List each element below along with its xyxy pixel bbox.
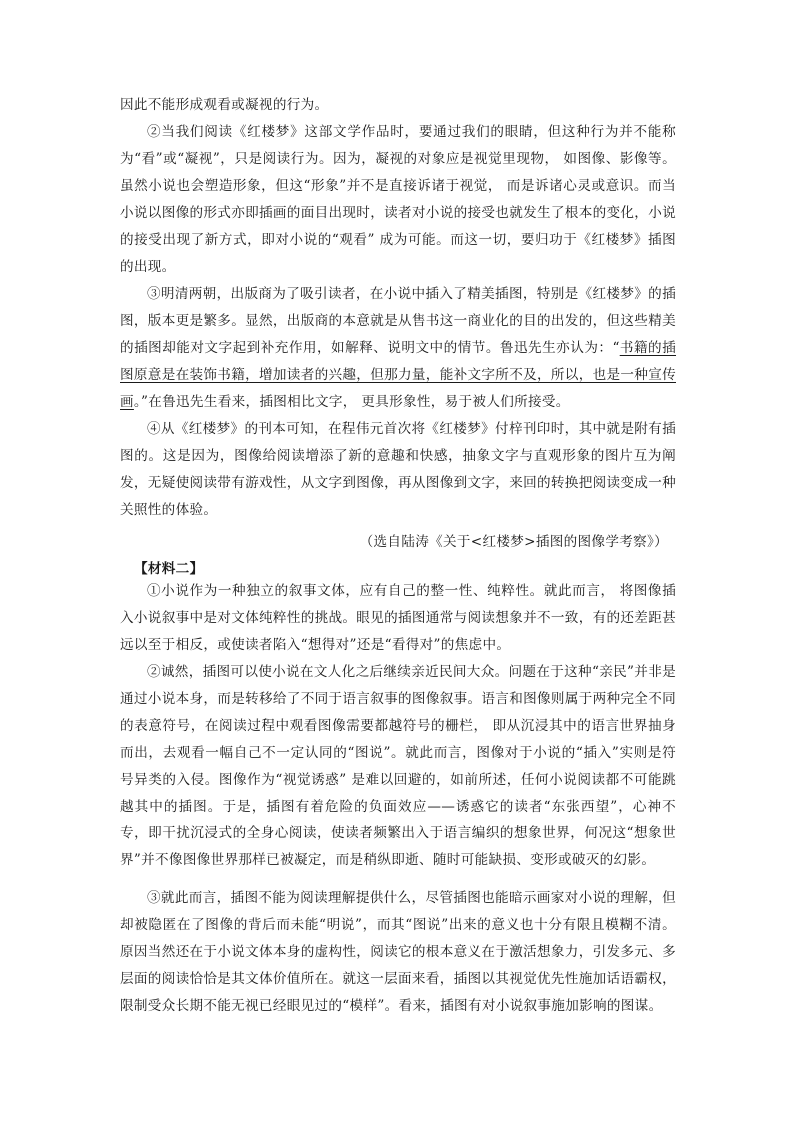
section-heading-material-2: 【材料二】 [134,561,204,577]
paragraph-4: ④从《红楼梦》的刊本可知，在程伟元首次将《红楼梦》付梓刊印时，其中就是附有插图的。这是因为，图像给阅读增添了新的意趣和快感，抽象文字与直观形象的图片互为阐发，无疑使阅读带有游戏性，从文字到图像，再从图像到文字，来回的转换把阅读变成一种关照性的体验。 [120,421,676,518]
material-2-paragraph-1: ①小说作为一种独立的叙事文体，应有自己的整一性、纯粹性。就此而言， 将图像插入小说叙事中是对文体纯粹性的挑战。眼见的插图通常与阅读想象并不一致，有的还差距甚远以至于相反，或使读者陷入“想得对”还是“看得对”的焦虑中。 [120,583,676,653]
paragraph-3 [120,281,676,416]
underlined-quote: 书籍的插图原意是在装饰书籍，增加读者的兴趣，但那力量，能补文字所不及，所以，也是一种宣传画 [120,339,677,410]
material-2-paragraph-2: ②诚然，插图可以使小说在文人化之后继续亲近民间大众。问题在于这种“亲民”并非是通过小说本身，而是转移给了不同于语言叙事的图像叙事。语言和图像则属于两种完全不同的表意符号，在阅读过程中观看图像需要都越符号的栅栏， 即从沉浸其中的语言世界抽身而出，去观看一幅自己不一定认同的“图说”。就此而言，图像对于小说的“插入”实则是符号异类的入侵。图像作为“视觉诱惑” 是难以回避的，如前所述，任何小说阅读都不可能跳越其中的插图。于是，插图有着危险的负面效应——诱惑它的读者“东张西望”，心神不专，即干扰沉浸式的全身心阅读，使读者频繁出入于语言编织的想象世界，何况这“想象世界”并不像图像世界那样已被凝定，而是稍纵即逝、随时可能缺损、变形或破灭的幻影。 [120,664,676,869]
paragraph-continuation: 因此不能形成观看或凝视的行为。 [120,97,329,113]
material-2-paragraph-3: ③就此而言，插图不能为阅读理解提供什么，尽管插图也能暗示画家对小说的理解，但却被隐匿在了图像的背后而未能“明说”，而其“图说”出来的意义也十分有限且模糊不清。原因当然还在于小说文体本身的虚构性，阅读它的根本意义在于激活想象力，引发多元、多层面的阅读恰恰是其文体价值所在。就这一层面来看，插图以其视觉优先性施加话语霸权，限制受众长期不能无视已经眼见过的“模样”。看来，插图有对小说叙事施加影响的图谋。 [120,890,676,1014]
paragraph-3-text-b: 。”在鲁迅先生看来，插图相比文字， 更具形象性，易于被人们所接受。 [133,393,570,410]
paragraph-2: ②当我们阅读《红楼梦》这部文学作品时，要通过我们的眼睛，但这种行为并不能称为“看”或“凝视”，只是阅读行为。因为，凝视的对象应是视觉里现物， 如图像、影像等。虽然小说也会塑造形象，但这“形象”并不是直接诉诸于视觉， 而是诉诸心灵或意识。而当小说以图像的形式亦即插画的面目出现时，读者对小说的接受也就发生了根本的变化，小说的接受出现了新方式，即对小说的“观看” 成为可能。而这一切，要归功于《红楼梦》插图的出现。 [120,124,676,275]
source-citation: （选自陆涛《关于<红楼梦>插图的图像学考察》） [359,534,668,550]
paragraph-3-text-a: ③明清两朝，出版商为了吸引读者，在小说中插入了精美插图，特别是《红楼梦》的插图，版本更是繁多。显然，出版商的本意就是从售书这一商业化的目的出发的，但这些精美的插图却能对文字起到补充作用，如解释、说明文中的情节。鲁迅先生亦认为：“ [120,286,676,356]
